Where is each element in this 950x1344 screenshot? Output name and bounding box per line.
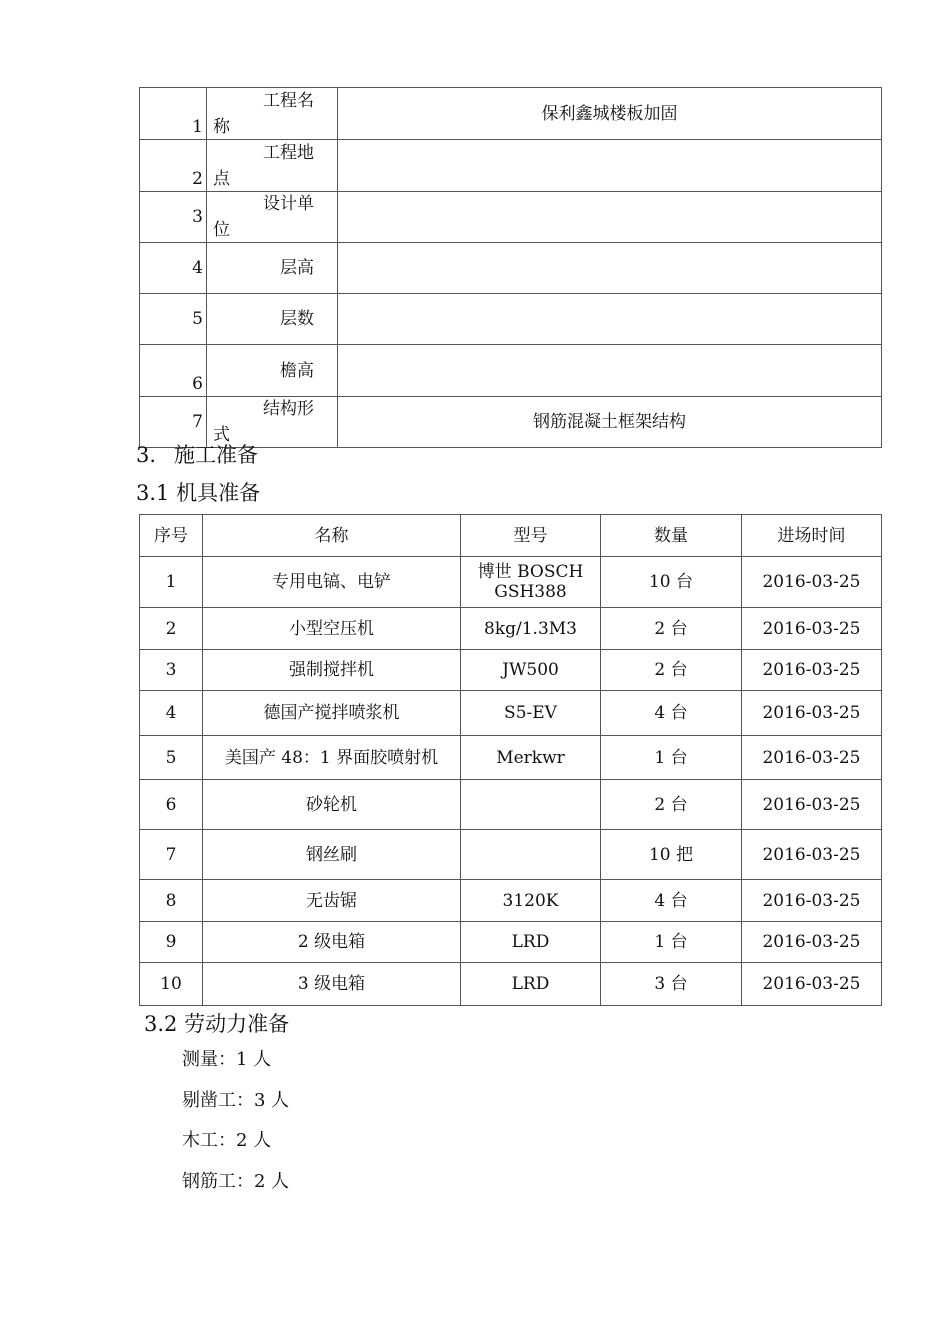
cell-date: 2016-03-25 — [742, 780, 882, 830]
project-info-table — [139, 87, 882, 448]
row-number: 6 — [140, 345, 207, 397]
cell-name: 强制搅拌机 — [203, 650, 461, 691]
cell-no: 10 — [140, 963, 203, 1006]
cell-no: 9 — [140, 922, 203, 963]
cell-no: 5 — [140, 736, 203, 780]
cell-qty: 10 台 — [601, 557, 742, 608]
row-label: 工程地 点 — [207, 140, 338, 192]
cell-date: 2016-03-25 — [742, 922, 882, 963]
cell-model: LRD — [461, 963, 601, 1006]
cell-no: 6 — [140, 780, 203, 830]
cell-no: 2 — [140, 608, 203, 650]
row-value — [338, 192, 882, 243]
labour-item: 测量：1 人 — [182, 1049, 272, 1070]
row-number: 3 — [140, 192, 207, 243]
table-row — [140, 557, 882, 608]
table-row — [140, 345, 882, 397]
row-value: 保利鑫城楼板加固 — [338, 88, 882, 140]
row-label: 层高 — [207, 243, 338, 294]
table-row — [140, 650, 882, 691]
cell-date: 2016-03-25 — [742, 691, 882, 736]
cell-name: 美国产 48：1 界面胶喷射机 — [203, 736, 461, 780]
cell-qty: 2 台 — [601, 780, 742, 830]
cell-no: 7 — [140, 830, 203, 880]
row-value — [338, 140, 882, 192]
cell-model: 3120K — [461, 880, 601, 922]
cell-name: 砂轮机 — [203, 780, 461, 830]
cell-no: 8 — [140, 880, 203, 922]
row-number: 2 — [140, 140, 207, 192]
section-3-2-heading: 3.2 劳动力准备 — [144, 1012, 290, 1036]
cell-date: 2016-03-25 — [742, 830, 882, 880]
cell-date: 2016-03-25 — [742, 650, 882, 691]
cell-model: LRD — [461, 922, 601, 963]
cell-date: 2016-03-25 — [742, 608, 882, 650]
cell-name: 2 级电箱 — [203, 922, 461, 963]
section-3-1-heading: 3.1 机具准备 — [136, 481, 261, 505]
table-row — [140, 397, 882, 448]
labour-item: 钢筋工：2 人 — [182, 1171, 290, 1192]
cell-date: 2016-03-25 — [742, 880, 882, 922]
col-header-qty: 数量 — [601, 515, 742, 557]
table-row — [140, 830, 882, 880]
table-row — [140, 736, 882, 780]
table-row — [140, 780, 882, 830]
table-row — [140, 691, 882, 736]
cell-no: 3 — [140, 650, 203, 691]
cell-model: 博世 BOSCH GSH388 — [461, 557, 601, 608]
cell-name: 3 级电箱 — [203, 963, 461, 1006]
table-row — [140, 294, 882, 345]
row-number: 4 — [140, 243, 207, 294]
cell-qty: 4 台 — [601, 691, 742, 736]
cell-model — [461, 780, 601, 830]
labour-item: 剔凿工：3 人 — [182, 1090, 290, 1111]
cell-qty: 2 台 — [601, 650, 742, 691]
cell-qty: 1 台 — [601, 736, 742, 780]
table-row — [140, 880, 882, 922]
row-label: 结构形 式 — [207, 397, 338, 448]
col-header-model: 型号 — [461, 515, 601, 557]
col-header-no: 序号 — [140, 515, 203, 557]
labour-item: 木工：2 人 — [182, 1130, 272, 1151]
row-label: 设计单 位 — [207, 192, 338, 243]
row-value: 钢筋混凝土框架结构 — [338, 397, 882, 448]
cell-model — [461, 830, 601, 880]
cell-date: 2016-03-25 — [742, 557, 882, 608]
cell-qty: 2 台 — [601, 608, 742, 650]
cell-model: Merkwr — [461, 736, 601, 780]
col-header-name: 名称 — [203, 515, 461, 557]
cell-qty: 1 台 — [601, 922, 742, 963]
row-value — [338, 345, 882, 397]
cell-qty: 4 台 — [601, 880, 742, 922]
cell-name: 德国产搅拌喷浆机 — [203, 691, 461, 736]
cell-date: 2016-03-25 — [742, 736, 882, 780]
row-number: 7 — [140, 397, 207, 448]
cell-model: S5-EV — [461, 691, 601, 736]
row-value — [338, 294, 882, 345]
cell-no: 4 — [140, 691, 203, 736]
table-row — [140, 140, 882, 192]
table-row — [140, 608, 882, 650]
cell-date: 2016-03-25 — [742, 963, 882, 1006]
table-row — [140, 88, 882, 140]
cell-qty: 10 把 — [601, 830, 742, 880]
row-number: 1 — [140, 88, 207, 140]
cell-no: 1 — [140, 557, 203, 608]
table-row — [140, 963, 882, 1006]
cell-qty: 3 台 — [601, 963, 742, 1006]
col-header-date: 进场时间 — [742, 515, 882, 557]
row-value — [338, 243, 882, 294]
table-header-row — [140, 515, 882, 557]
row-label: 层数 — [207, 294, 338, 345]
row-number: 5 — [140, 294, 207, 345]
cell-model: 8kg/1.3M3 — [461, 608, 601, 650]
cell-name: 专用电镐、电铲 — [203, 557, 461, 608]
row-label: 檐高 — [207, 345, 338, 397]
cell-name: 无齿锯 — [203, 880, 461, 922]
row-label: 工程名 称 — [207, 88, 338, 140]
cell-name: 小型空压机 — [203, 608, 461, 650]
cell-model: JW500 — [461, 650, 601, 691]
cell-name: 钢丝刷 — [203, 830, 461, 880]
table-row — [140, 922, 882, 963]
equipment-table — [139, 514, 882, 1006]
section-3-heading: 3. 施工准备 — [136, 443, 258, 467]
table-row — [140, 192, 882, 243]
table-row — [140, 243, 882, 294]
